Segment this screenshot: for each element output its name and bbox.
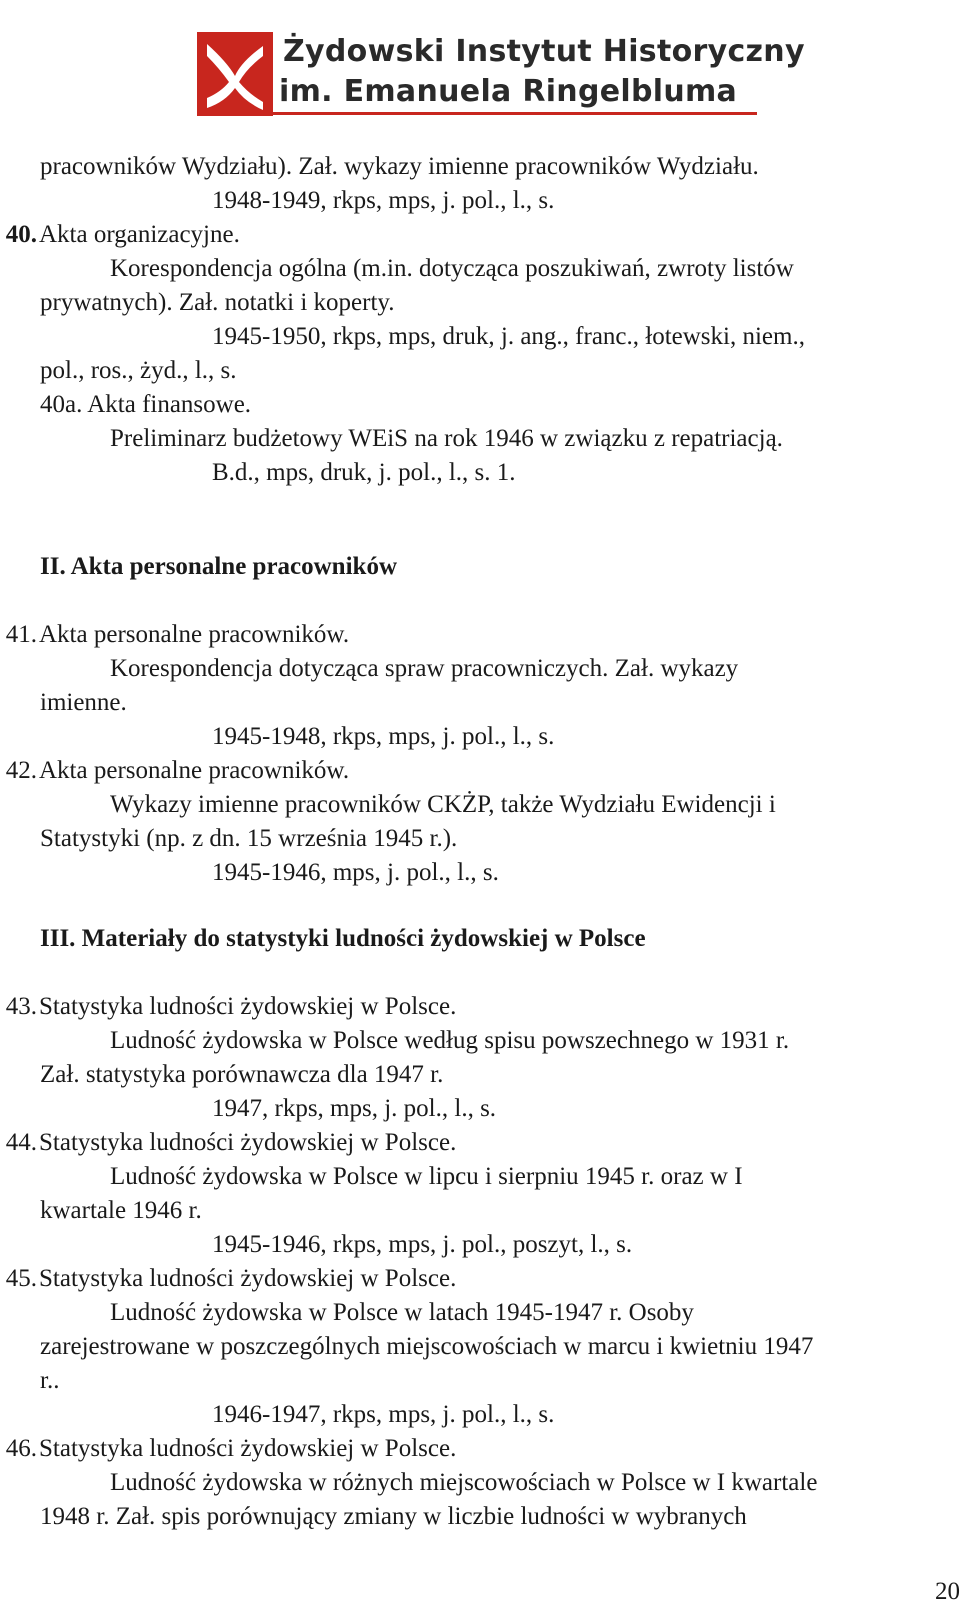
text-line: kwartale 1946 r. [40, 1197, 202, 1224]
institute-logo-icon [197, 32, 273, 116]
logo-underline [197, 112, 757, 115]
logo-line-1: Żydowski Instytut Historyczny [283, 34, 805, 69]
text-line: 1945-1950, rkps, mps, druk, j. ang., franc., łotewski, niem., [212, 323, 805, 350]
item-title: Statystyka ludności żydowskiej w Polsce. [39, 1265, 457, 1292]
text-line: Statystyki (np. z dn. 15 września 1945 r.). [40, 825, 458, 852]
item-number: 46. [5, 1435, 37, 1462]
item-number: 44. [5, 1129, 37, 1156]
text-line: 1945-1946, mps, j. pol., l., s. [212, 859, 499, 886]
text-line: zarejestrowane w poszczególnych miejscowościach w marcu i kwietniu 1947 [40, 1333, 814, 1360]
text-line: Zał. statystyka porównawcza dla 1947 r. [40, 1061, 444, 1088]
item-title: Akta organizacyjne. [39, 221, 240, 248]
text-line: Wykazy imienne pracowników CKŻP, także Wydziału Ewidencji i [110, 791, 776, 818]
text-line: Ludność żydowska w Polsce w lipcu i sierpniu 1945 r. oraz w I [110, 1163, 743, 1190]
item-number: 45. [5, 1265, 37, 1292]
text-line: B.d., mps, druk, j. pol., l., s. 1. [212, 459, 516, 486]
text-line: 1948-1949, rkps, mps, j. pol., l., s. [212, 187, 555, 214]
text-line: 1948 r. Zał. spis porównujący zmiany w liczbie ludności w wybranych [40, 1503, 747, 1530]
item-title: Statystyka ludności żydowskiej w Polsce. [39, 1129, 457, 1156]
item-number: 40. [5, 221, 37, 248]
item-number: 42. [5, 757, 37, 784]
institute-logo-text [279, 32, 805, 112]
text-line: prywatnych). Zał. notatki i koperty. [40, 289, 395, 316]
text-line: r.. [40, 1367, 60, 1394]
text-line: imienne. [40, 689, 127, 716]
text-line: Ludność żydowska w Polsce w latach 1945-1947 r. Osoby [110, 1299, 694, 1326]
text-line: pracowników Wydziału). Zał. wykazy imienne pracowników Wydziału. [40, 153, 759, 180]
text-line: Ludność żydowska w Polsce według spisu powszechnego w 1931 r. [110, 1027, 790, 1054]
text-line: Korespondencja dotycząca spraw pracowniczych. Zał. wykazy [110, 655, 739, 682]
text-line: 1947, rkps, mps, j. pol., l., s. [212, 1095, 497, 1122]
page-number: 20 [935, 1578, 960, 1605]
item-title: 40a. Akta finansowe. [40, 391, 252, 418]
item-title: Akta personalne pracowników. [39, 621, 350, 648]
text-line: Korespondencja ogólna (m.in. dotycząca poszukiwań, zwroty listów [110, 255, 794, 282]
item-title: Akta personalne pracowników. [39, 757, 350, 784]
text-line: pol., ros., żyd., l., s. [40, 357, 237, 384]
item-title: Statystyka ludności żydowskiej w Polsce. [39, 1435, 457, 1462]
text-line: 1945-1946, rkps, mps, j. pol., poszyt, l., s. [212, 1231, 633, 1258]
section-heading: II. Akta personalne pracowników [40, 553, 397, 580]
text-line: Preliminarz budżetowy WEiS na rok 1946 w związku z repatriacją. [110, 425, 783, 452]
item-title: Statystyka ludności żydowskiej w Polsce. [39, 993, 457, 1020]
institute-logo-header [197, 30, 805, 120]
text-line: 1945-1948, rkps, mps, j. pol., l., s. [212, 723, 555, 750]
text-line: 1946-1947, rkps, mps, j. pol., l., s. [212, 1401, 555, 1428]
item-number: 43. [5, 993, 37, 1020]
item-number: 41. [5, 621, 37, 648]
text-line: Ludność żydowska w różnych miejscowościach w Polsce w I kwartale [110, 1469, 818, 1496]
section-heading: III. Materiały do statystyki ludności żydowskiej w Polsce [40, 925, 646, 952]
logo-line-2: im. Emanuela Ringelbluma [279, 74, 738, 109]
